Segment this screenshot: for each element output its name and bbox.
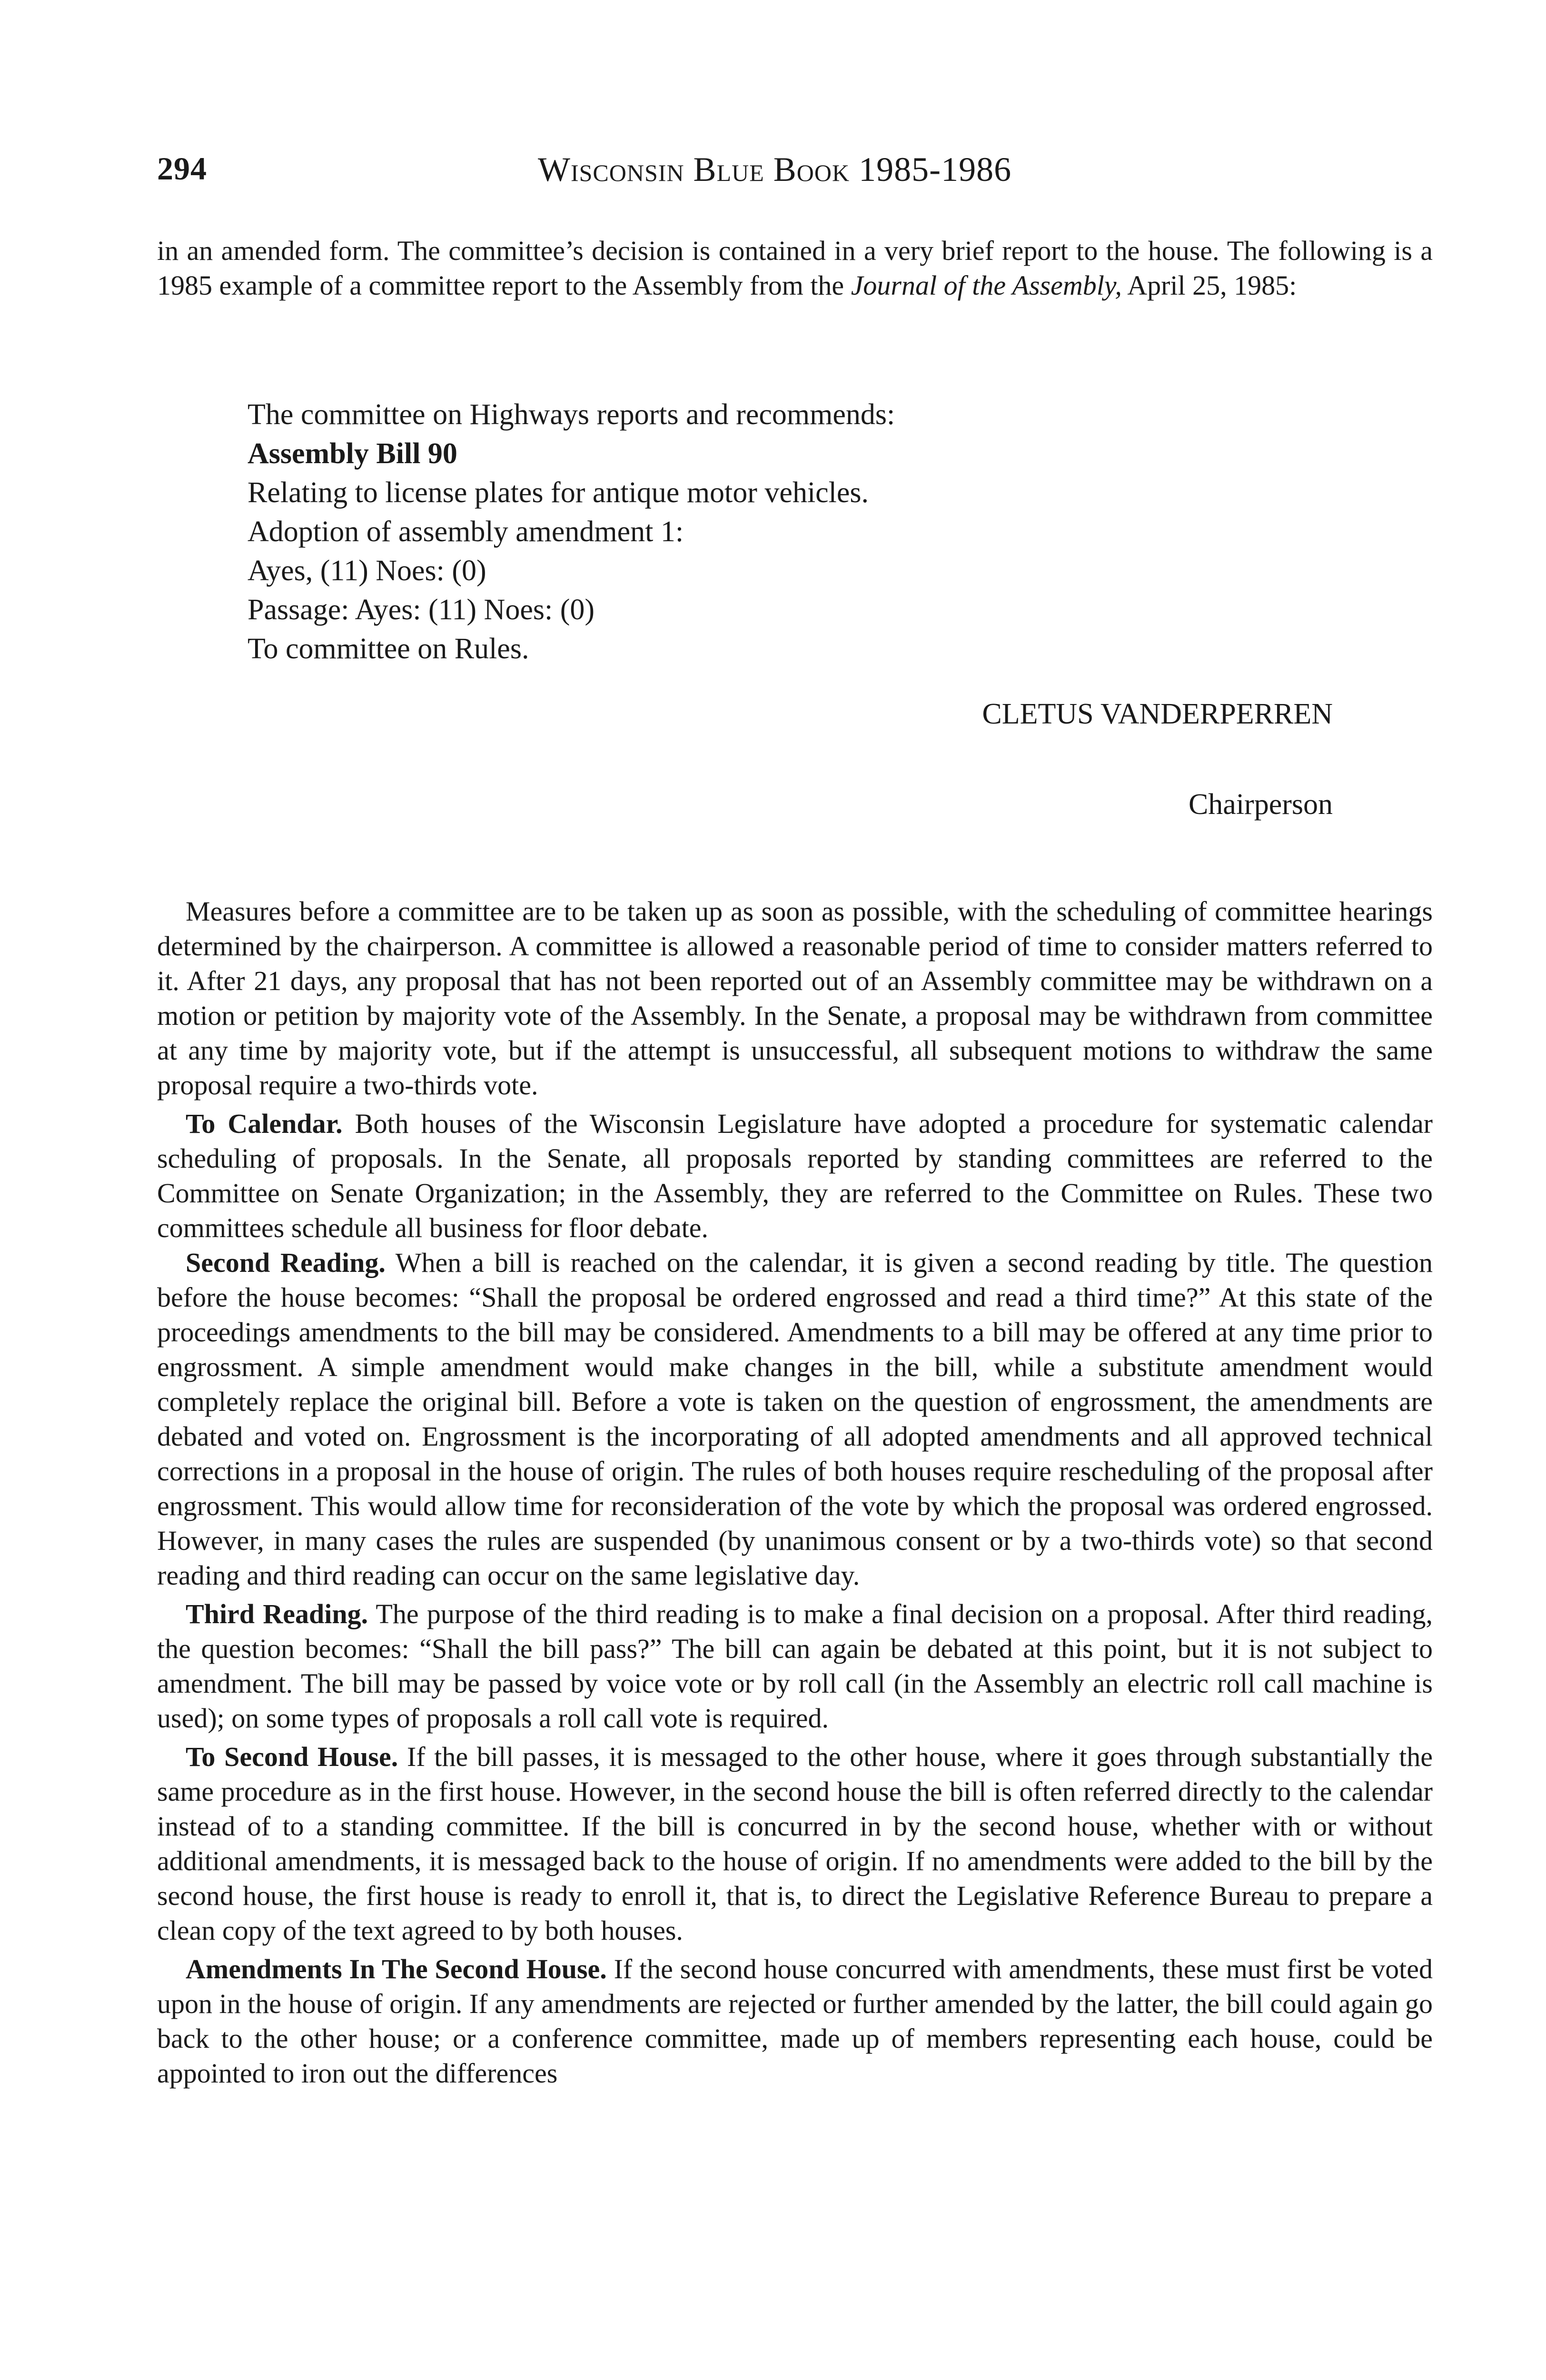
heading-amendments-second-house: Amendments In The Second House. (186, 1954, 607, 1984)
page-number: 294 (157, 150, 207, 187)
report-signer-title: Chairperson (1188, 788, 1333, 821)
heading-second-reading: Second Reading. (186, 1247, 386, 1278)
report-signer: CLETUS VANDERPERREN (982, 698, 1333, 730)
report-line-adoption: Adoption of assembly amendment 1: (248, 516, 684, 548)
committee-report (248, 395, 1342, 668)
paragraph-second-reading (157, 1245, 1433, 1593)
paragraph-third-reading (157, 1597, 1433, 1735)
body-text (157, 894, 1433, 2091)
heading-third-reading: Third Reading. (186, 1598, 368, 1629)
paragraph-amendments-second-house (157, 1952, 1433, 2091)
report-bill-number: Assembly Bill 90 (248, 437, 457, 470)
heading-to-second-house: To Second House. (186, 1741, 398, 1772)
report-line-recommends: The committee on Highways reports and recommends: (248, 398, 895, 431)
report-line-ayes: Ayes, (11) Noes: (0) (248, 555, 486, 587)
intro-text-part1: in an amended form. The committee’s decision is contained in a very brief report to the house. The following is a 1985 example of a committee report to the Assembly from the (157, 235, 1433, 301)
text-second-reading: When a bill is reached on the calendar, it is given a second reading by title. The question before the house becomes: “Shall the proposal be ordered engrossed and read a third time?” At this state of the proceedings amendments to the bill may be considered. Amendments to a bill may be offered at any time prior to engrossment. A simple amendment would make changes in the bill, while a substitute amendment would completely replace the original bill. Before a vote is taken on the question of engrossment, the amendments are debated and voted on. Engrossment is the incorporating of all adopted amendments and all approved technical corrections in a proposal in the house of origin. The rules of both houses require rescheduling of the proposal after engrossment. This would allow time for reconsideration of the vote by which the proposal was ordered engrossed. However, in many cases the rules are suspended (by unanimous consent or by a two-thirds vote) so that second reading and third reading can occur on the same legislative day. (157, 1247, 1433, 1591)
text-to-second-house: If the bill passes, it is messaged to the other house, where it goes through substantially the same procedure as in the first house. However, in the second house the bill is often referred directly to the calendar instead of to a standing committee. If the bill is concurred in by the second house, whether with or without additional amendments, it is messaged back to the house of origin. If no amendments were added to the bill by the second house, the first house is ready to enroll it, that is, to direct the Legislative Reference Bureau to prepare a clean copy of the text agreed to by both houses. (157, 1741, 1433, 1946)
heading-to-calendar: To Calendar. (186, 1108, 343, 1139)
paragraph-to-calendar (157, 1106, 1433, 1245)
text-third-reading: The purpose of the third reading is to make a final decision on a proposal. After third reading, the question becomes: “Shall the bill pass?” The bill can again be debated at this point, but it is not subject to amendment. The bill may be passed by voice vote or by roll call (in the Assembly an electric roll call machine is used); on some types of proposals a roll call vote is required. (157, 1598, 1433, 1734)
report-line-relating: Relating to license plates for antique motor vehicles. (248, 476, 869, 509)
journal-title: Journal of the Assembly, (851, 270, 1122, 301)
intro-text-part2: April 25, 1985: (1121, 270, 1297, 301)
page-header (157, 150, 1433, 202)
report-line-passage: Passage: Ayes: (11) Noes: (0) (248, 594, 595, 626)
paragraph-to-second-house (157, 1739, 1433, 1948)
running-title: Wisconsin Blue Book 1985-1986 (538, 150, 1012, 188)
text-amendments-second-house: If the second house concurred with amendments, these must first be voted upon in the house of origin. If any amendments are rejected or further amended by the latter, the bill could again go back to the other house; or a conference committee, made up of members representing each house, could be appointed to iron out the differences (157, 1954, 1433, 2089)
paragraph-measures: Measures before a committee are to be taken up as soon as possible, with the scheduling of committee hearings determined by the chairperson. A committee is allowed a reasonable period of time to consider matters referred to it. After 21 days, any proposal that has not been reported out of an Assembly committee may be withdrawn on a motion or petition by majority vote of the Assembly. In the Senate, a proposal may be withdrawn from committee at any time by majority vote, but if the attempt is unsuccessful, all subsequent motions to withdraw the same proposal require a two-thirds vote. (157, 896, 1433, 1101)
report-line-referral: To committee on Rules. (248, 633, 529, 665)
text-to-calendar: Both houses of the Wisconsin Legislature have adopted a procedure for systematic calendar scheduling of proposals. In the Senate, all proposals reported by standing committees are referred to the Committee on Senate Organization; in the Assembly, they are referred to the Committee on Rules. These two committees schedule all business for floor debate. (157, 1108, 1433, 1243)
intro-paragraph (157, 233, 1433, 303)
